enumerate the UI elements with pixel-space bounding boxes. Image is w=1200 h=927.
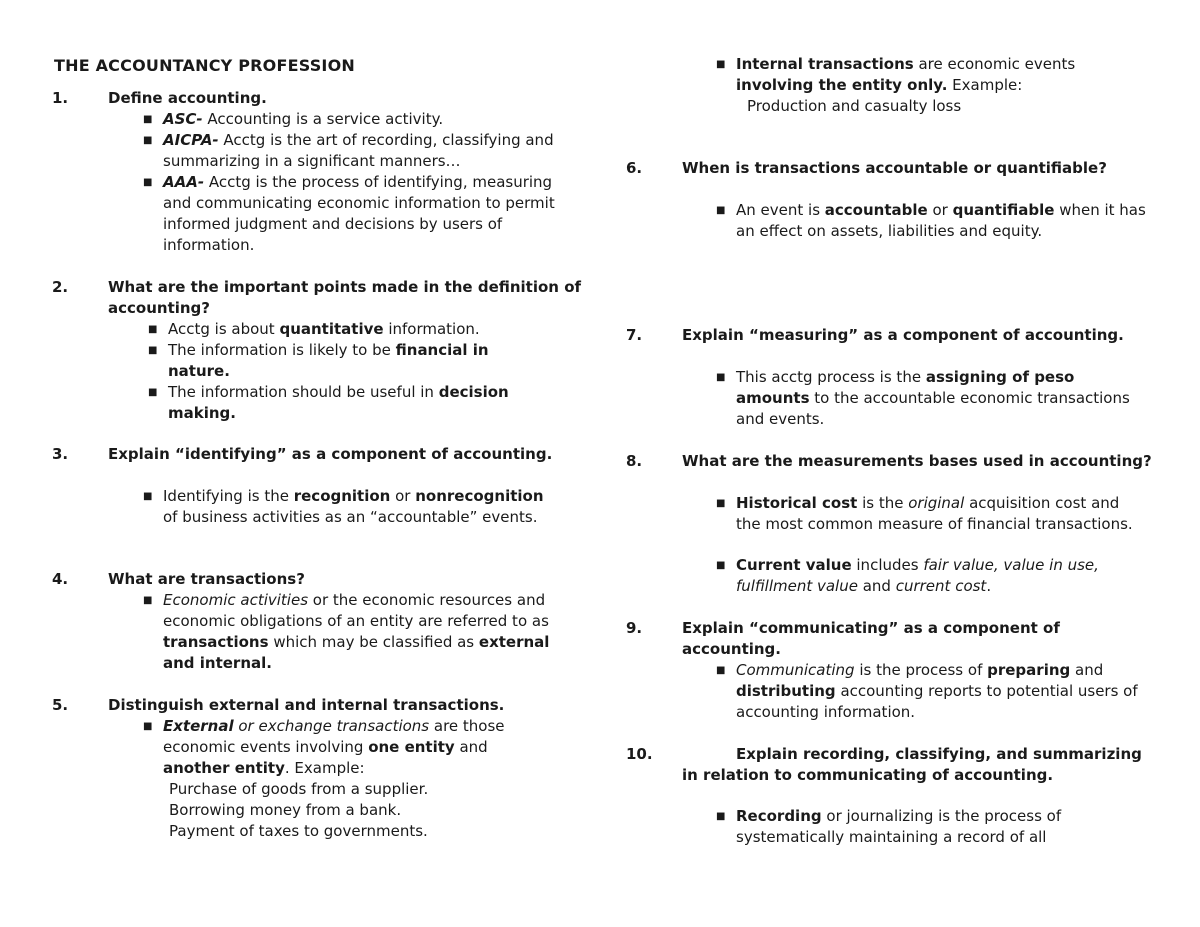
list-item: ■ ASC- Accounting is a service activity. — [143, 110, 444, 128]
list-item: ■ External or exchange transactions are those economic events involving one entity and another entity. Example: — [143, 717, 505, 777]
list-item: ■ Acctg is about quantitative information. — [148, 320, 480, 338]
list-item: ■ An event is accountable or quantifiable when it has an effect on assets, liabilities and equity. — [716, 201, 1146, 240]
list-item: ■ Historical cost is the original acquisition cost and the most common measure of financial transactions. — [716, 494, 1133, 533]
list-item: ■ The information should be useful in decision making. — [148, 383, 509, 422]
question-number: 10. — [626, 745, 653, 763]
question-text: Explain “identifying” as a component of accounting. — [108, 445, 553, 463]
bullet-icon: ■ — [148, 324, 158, 335]
question-number: 7. — [626, 326, 643, 344]
list-item: ■ Internal transactions are economic events involving the entity only. Example: — [716, 55, 1076, 94]
question-text: Explain “measuring” as a component of accounting. — [682, 326, 1124, 344]
bullet-icon: ■ — [716, 498, 726, 509]
bullet-icon: ■ — [716, 560, 726, 571]
example-line: Borrowing money from a bank. — [169, 801, 402, 819]
bullet-icon: ■ — [716, 665, 726, 676]
question-9 — [626, 618, 1152, 660]
bullet-icon: ■ — [716, 59, 726, 70]
example-line: Purchase of goods from a supplier. — [169, 780, 429, 798]
question-number: 9. — [626, 619, 643, 637]
bullet-icon: ■ — [148, 387, 158, 398]
question-3 — [52, 444, 588, 465]
question-4 — [52, 569, 588, 590]
bullet-icon: ■ — [143, 177, 153, 188]
list-item: ■ This acctg process is the assigning of peso amounts to the accountable economic transactions and events. — [716, 368, 1130, 428]
list-item: ■ Identifying is the recognition or nonrecognition of business activities as an “accountable” events. — [143, 487, 544, 526]
list-item: ■ The information is likely to be financial in nature. — [148, 341, 489, 380]
bullet-icon: ■ — [143, 491, 153, 502]
example-line: Production and casualty loss — [747, 97, 962, 115]
question-text: Explain “communicating” as a component of accounting. — [682, 619, 1060, 658]
question-8 — [626, 451, 1152, 472]
question-1 — [52, 88, 588, 109]
list-item: ■ AAA- Acctg is the process of identifying, measuring and communicating economic information to permit informed judgment and decisions by users of information. — [143, 173, 555, 254]
list-item: ■ Economic activities or the economic resources and economic obligations of an entity are referred to as transactions which may be classified as external and internal. — [143, 591, 550, 672]
question-10 — [626, 744, 1152, 786]
bullet-icon: ■ — [148, 345, 158, 356]
example-line: Payment of taxes to governments. — [169, 822, 428, 840]
bullet-icon: ■ — [143, 721, 153, 732]
question-7 — [626, 325, 1152, 346]
question-text: What are transactions? — [108, 570, 305, 588]
list-item: ■ Current value includes fair value, value in use, fulfillment value and current cost. — [716, 556, 1099, 595]
list-item: ■ AICPA- Acctg is the art of recording, classifying and summarizing in a significant manners… — [143, 131, 554, 170]
list-item: ■ Recording or journalizing is the process of systematically maintaining a record of all — [716, 807, 1062, 846]
question-6 — [626, 158, 1152, 179]
question-text: What are the important points made in the definition of accounting? — [108, 278, 582, 317]
question-number: 3. — [52, 445, 69, 463]
question-text: When is transactions accountable or quantifiable? — [682, 159, 1107, 177]
bullet-icon: ■ — [143, 114, 153, 125]
bullet-icon: ■ — [143, 135, 153, 146]
bullet-icon: ■ — [143, 595, 153, 606]
list-item: ■ Communicating is the process of preparing and distributing accounting reports to potential users of accounting information. — [716, 661, 1138, 721]
question-number: 4. — [52, 570, 69, 588]
bullet-icon: ■ — [716, 205, 726, 216]
question-number: 5. — [52, 696, 69, 714]
question-text: Define accounting. — [108, 89, 267, 107]
question-number: 6. — [626, 159, 643, 177]
question-2 — [52, 277, 588, 319]
question-5 — [52, 695, 588, 716]
question-text: What are the measurements bases used in accounting? — [682, 452, 1152, 470]
question-number: 2. — [52, 278, 69, 296]
question-number: 1. — [52, 89, 69, 107]
bullet-icon: ■ — [716, 811, 726, 822]
page-title: THE ACCOUNTANCY PROFESSION — [54, 56, 355, 75]
question-text: Distinguish external and internal transactions. — [108, 696, 505, 714]
question-number: 8. — [626, 452, 643, 470]
question-text: Explain recording, classifying, and summarizing in relation to communicating of accounting. — [682, 745, 1142, 784]
bullet-icon: ■ — [716, 372, 726, 383]
